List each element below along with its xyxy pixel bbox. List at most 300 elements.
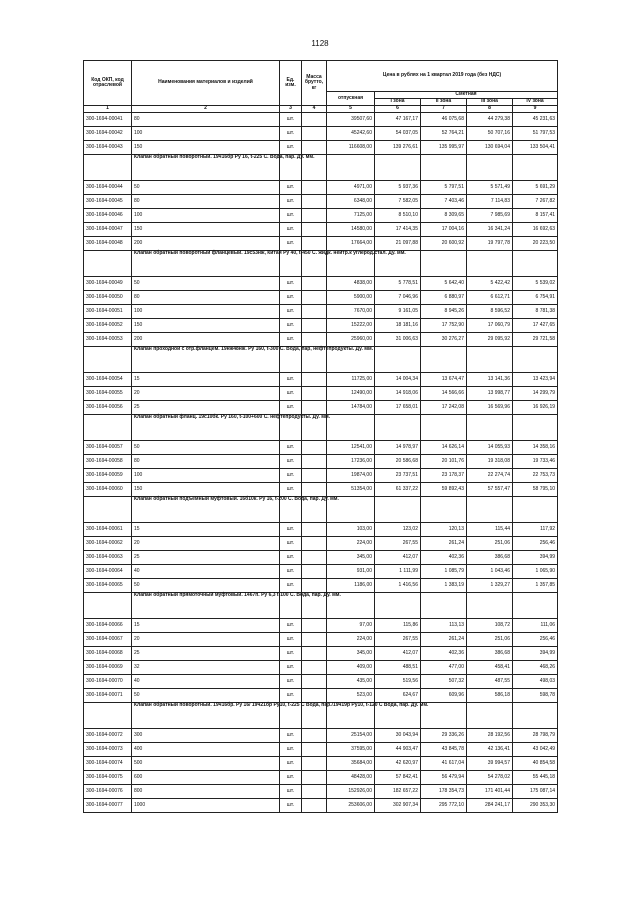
cell-zone-3-price: 7 114,83 (467, 195, 513, 209)
cell-mass (302, 181, 327, 195)
cell-release-price: 409,00 (327, 661, 375, 675)
cell-zone-2-price: 5 797,51 (421, 181, 467, 195)
price-table (83, 60, 558, 813)
table-row (84, 305, 558, 319)
cell-zone-1-price: 624,67 (375, 689, 421, 703)
cell-code: 300-1694-00045 (84, 195, 132, 209)
cell-code: 300-1694-00073 (84, 743, 132, 757)
cell-zone-1-price: 7 582,05 (375, 195, 421, 209)
table-row (84, 757, 558, 771)
cell-zone-3-price: 19 797,78 (467, 237, 513, 251)
cell-zone-3-price: 8 596,52 (467, 305, 513, 319)
table-row (84, 537, 558, 551)
cell-name: 40 (132, 675, 280, 689)
cell-name: 50 (132, 689, 280, 703)
cell-code: 300-1694-00048 (84, 237, 132, 251)
cell-zone-4-price: 29 721,58 (513, 333, 558, 347)
cell-unit: шт. (280, 277, 302, 291)
cell-zone-3-price: 171 401,44 (467, 785, 513, 799)
cell-code: 300-1694-00077 (84, 799, 132, 813)
cell-release-price: 12541,00 (327, 441, 375, 455)
table-row (84, 401, 558, 415)
cell-mass (302, 689, 327, 703)
header-code: Код ОКП, код отраслевой (84, 61, 132, 106)
cell-zone-2-price: 609,96 (421, 689, 467, 703)
cell-unit: шт. (280, 373, 302, 387)
cell-zone-1-price: 412,07 (375, 647, 421, 661)
cell-name: 50 (132, 181, 280, 195)
cell-zone-3-price: 1 043,46 (467, 565, 513, 579)
cell-zone-2-price: 8 945,26 (421, 305, 467, 319)
cell-zone-1-price: 488,51 (375, 661, 421, 675)
cell-name: 15 (132, 619, 280, 633)
cell-zone-1-price: 1 416,56 (375, 579, 421, 593)
cell-name: 100 (132, 305, 280, 319)
cell-zone-2-price: 261,24 (421, 537, 467, 551)
cell-mass (302, 675, 327, 689)
cell-zone-4-price: 16 692,63 (513, 223, 558, 237)
cell-zone-2-price: 43 845,78 (421, 743, 467, 757)
cell-zone-4-price: 175 087,14 (513, 785, 558, 799)
cell-release-price: 35684,00 (327, 757, 375, 771)
cell-code: 300-1694-00055 (84, 387, 132, 401)
cell-code: 300-1694-00072 (84, 729, 132, 743)
cell-release-price: 45242,60 (327, 127, 375, 141)
cell-zone-4-price: 498,03 (513, 675, 558, 689)
cell-zone-3-price: 42 136,41 (467, 743, 513, 757)
cell-zone-1-price: 9 161,05 (375, 305, 421, 319)
group-header-row (84, 347, 558, 373)
header-index: 4 (302, 106, 327, 113)
cell-zone-3-price: 284 241,17 (467, 799, 513, 813)
cell-name: 80 (132, 291, 280, 305)
header-index: 3 (280, 106, 302, 113)
cell-zone-4-price: 598,78 (513, 689, 558, 703)
cell-zone-2-price: 1 085,79 (421, 565, 467, 579)
cell-zone-4-price: 28 798,79 (513, 729, 558, 743)
cell-zone-2-price: 507,32 (421, 675, 467, 689)
cell-code: 300-1694-00063 (84, 551, 132, 565)
empty-cell (375, 497, 421, 523)
cell-release-price: 17664,00 (327, 237, 375, 251)
cell-zone-1-price: 57 842,41 (375, 771, 421, 785)
cell-name: 150 (132, 223, 280, 237)
cell-mass (302, 441, 327, 455)
cell-zone-2-price: 23 178,37 (421, 469, 467, 483)
cell-mass (302, 277, 327, 291)
empty-cell (375, 347, 421, 373)
cell-zone-4-price: 8 781,38 (513, 305, 558, 319)
cell-zone-3-price: 586,18 (467, 689, 513, 703)
cell-code: 300-1694-00052 (84, 319, 132, 333)
cell-zone-3-price: 386,68 (467, 647, 513, 661)
cell-zone-1-price: 14 978,97 (375, 441, 421, 455)
cell-zone-1-price: 115,86 (375, 619, 421, 633)
cell-zone-3-price: 39 994,57 (467, 757, 513, 771)
cell-zone-1-price: 14 918,06 (375, 387, 421, 401)
cell-name: 50 (132, 277, 280, 291)
cell-mass (302, 195, 327, 209)
cell-unit: шт. (280, 469, 302, 483)
cell-zone-2-price: 120,13 (421, 523, 467, 537)
cell-zone-4-price: 117,92 (513, 523, 558, 537)
cell-zone-4-price: 14 299,79 (513, 387, 558, 401)
cell-release-price: 116608,00 (327, 141, 375, 155)
cell-zone-3-price: 108,72 (467, 619, 513, 633)
empty-cell (375, 593, 421, 619)
header-zone-3: III зона (467, 99, 513, 106)
cell-code: 300-1694-00046 (84, 209, 132, 223)
cell-name: 32 (132, 661, 280, 675)
cell-name: 100 (132, 127, 280, 141)
empty-cell (513, 155, 558, 181)
cell-code: 300-1694-00066 (84, 619, 132, 633)
cell-zone-1-price: 21 097,88 (375, 237, 421, 251)
cell-release-price: 39507,60 (327, 113, 375, 127)
cell-release-price: 11725,00 (327, 373, 375, 387)
cell-code: 300-1694-00074 (84, 757, 132, 771)
cell-zone-1-price: 412,07 (375, 551, 421, 565)
cell-mass (302, 401, 327, 415)
group-name: Клапан обратный прямоточный муфтовый. 1467п. Ру 6,3 t-100 С. Вода, пар. Ду. мм. (132, 593, 280, 619)
cell-zone-3-price: 1 329,27 (467, 579, 513, 593)
cell-code: 300-1694-00062 (84, 537, 132, 551)
empty-cell (421, 497, 467, 523)
empty-cell (513, 415, 558, 441)
cell-zone-1-price: 18 181,16 (375, 319, 421, 333)
cell-zone-4-price: 133 504,41 (513, 141, 558, 155)
empty-cell (467, 251, 513, 277)
cell-zone-3-price: 22 274,74 (467, 469, 513, 483)
cell-zone-3-price: 251,06 (467, 537, 513, 551)
empty-cell (513, 347, 558, 373)
cell-unit: шт. (280, 729, 302, 743)
empty-cell (467, 703, 513, 729)
cell-zone-1-price: 42 620,97 (375, 757, 421, 771)
cell-zone-1-price: 139 276,61 (375, 141, 421, 155)
cell-unit: шт. (280, 195, 302, 209)
cell-zone-4-price: 55 445,18 (513, 771, 558, 785)
cell-mass (302, 319, 327, 333)
cell-zone-1-price: 61 337,22 (375, 483, 421, 497)
cell-zone-2-price: 402,36 (421, 647, 467, 661)
cell-mass (302, 799, 327, 813)
cell-code (84, 155, 132, 181)
cell-zone-1-price: 123,02 (375, 523, 421, 537)
cell-mass (302, 757, 327, 771)
cell-release-price: 1186,00 (327, 579, 375, 593)
cell-zone-4-price: 45 231,63 (513, 113, 558, 127)
cell-zone-2-price: 17 752,90 (421, 319, 467, 333)
cell-mass (302, 387, 327, 401)
cell-name: 25 (132, 551, 280, 565)
cell-name: 50 (132, 441, 280, 455)
empty-cell (421, 593, 467, 619)
cell-release-price: 6348,00 (327, 195, 375, 209)
cell-mass (302, 373, 327, 387)
cell-code: 300-1694-00047 (84, 223, 132, 237)
cell-zone-2-price: 135 995,97 (421, 141, 467, 155)
cell-zone-4-price: 5 691,29 (513, 181, 558, 195)
cell-release-price: 25154,00 (327, 729, 375, 743)
group-header-row (84, 703, 558, 729)
cell-unit: шт. (280, 181, 302, 195)
cell-zone-3-price: 50 707,16 (467, 127, 513, 141)
header-price-group: Цена в рублях на 1 квартал 2019 года (без НДС) (327, 61, 558, 92)
cell-unit: шт. (280, 441, 302, 455)
cell-zone-1-price: 17 414,35 (375, 223, 421, 237)
header-name: Наименования материалов и изделий (132, 61, 280, 106)
cell-zone-3-price: 57 557,47 (467, 483, 513, 497)
cell-zone-2-price: 402,36 (421, 551, 467, 565)
group-header-row (84, 155, 558, 181)
cell-name: 100 (132, 469, 280, 483)
cell-mass (302, 237, 327, 251)
cell-name: 150 (132, 141, 280, 155)
cell-code: 300-1694-00069 (84, 661, 132, 675)
cell-code: 300-1694-00071 (84, 689, 132, 703)
table-row (84, 181, 558, 195)
cell-code: 300-1694-00044 (84, 181, 132, 195)
cell-zone-2-price: 1 383,19 (421, 579, 467, 593)
cell-unit: шт. (280, 237, 302, 251)
table-row (84, 523, 558, 537)
cell-zone-4-price: 394,99 (513, 551, 558, 565)
cell-zone-1-price: 17 658,01 (375, 401, 421, 415)
cell-zone-2-price: 14 566,66 (421, 387, 467, 401)
cell-zone-4-price: 51 797,53 (513, 127, 558, 141)
cell-unit: шт. (280, 401, 302, 415)
cell-code: 300-1694-00059 (84, 469, 132, 483)
cell-zone-1-price: 47 167,17 (375, 113, 421, 127)
header-index: 6 (375, 106, 421, 113)
cell-zone-1-price: 7 046,96 (375, 291, 421, 305)
table-row (84, 319, 558, 333)
cell-name: 600 (132, 771, 280, 785)
cell-unit: шт. (280, 305, 302, 319)
table-row (84, 579, 558, 593)
group-name: Клапан обратный поворотный. 19ч16бр Ру 16, t-225 С. Вода, пар. Ду. мм. (132, 155, 280, 181)
cell-name: 300 (132, 729, 280, 743)
header-zone-4: IV зона (513, 99, 558, 106)
empty-cell (513, 593, 558, 619)
cell-unit: шт. (280, 387, 302, 401)
empty-cell (513, 497, 558, 523)
group-name: Клапан обратный подъемный муфтовый. 16б10к. Ру 16, t-200 С. Вода, пар. Ду. мм. (132, 497, 280, 523)
cell-mass (302, 785, 327, 799)
cell-unit: шт. (280, 743, 302, 757)
header-index: 1 (84, 106, 132, 113)
cell-zone-2-price: 6 880,97 (421, 291, 467, 305)
cell-code: 300-1694-00057 (84, 441, 132, 455)
table-row (84, 113, 558, 127)
cell-zone-2-price: 477,00 (421, 661, 467, 675)
cell-mass (302, 565, 327, 579)
cell-zone-1-price: 30 043,94 (375, 729, 421, 743)
cell-name: 100 (132, 209, 280, 223)
cell-release-price: 14784,00 (327, 401, 375, 415)
table-row (84, 483, 558, 497)
group-header-row (84, 251, 558, 277)
cell-mass (302, 661, 327, 675)
table-row (84, 277, 558, 291)
cell-zone-3-price: 16 569,96 (467, 401, 513, 415)
cell-name: 20 (132, 633, 280, 647)
table-row (84, 291, 558, 305)
cell-unit: шт. (280, 209, 302, 223)
group-header-row (84, 415, 558, 441)
cell-unit: шт. (280, 333, 302, 347)
group-name: Клапан обратный поворотный фланцевый. 19с53нж, Китай Ру 40, t-450 С. жидк. нейтр.к углерод.стал. Ду. мм. (132, 251, 280, 277)
cell-zone-4-price: 394,99 (513, 647, 558, 661)
cell-release-price: 97,00 (327, 619, 375, 633)
cell-name: 20 (132, 537, 280, 551)
cell-code: 300-1694-00049 (84, 277, 132, 291)
cell-zone-4-price: 6 754,91 (513, 291, 558, 305)
cell-zone-4-price: 14 358,16 (513, 441, 558, 455)
cell-code: 300-1694-00042 (84, 127, 132, 141)
table-row (84, 689, 558, 703)
cell-unit: шт. (280, 799, 302, 813)
cell-zone-3-price: 6 612,71 (467, 291, 513, 305)
cell-release-price: 25960,00 (327, 333, 375, 347)
cell-code: 300-1694-00061 (84, 523, 132, 537)
cell-name: 15 (132, 523, 280, 537)
header-index-row (84, 106, 558, 113)
header-zone-1: I зона (375, 99, 421, 106)
cell-release-price: 4838,00 (327, 277, 375, 291)
cell-release-price: 931,00 (327, 565, 375, 579)
table-row (84, 633, 558, 647)
cell-unit: шт. (280, 319, 302, 333)
cell-zone-1-price: 20 586,68 (375, 455, 421, 469)
empty-cell (327, 155, 375, 181)
cell-name: 20 (132, 387, 280, 401)
cell-zone-1-price: 267,55 (375, 633, 421, 647)
cell-code (84, 251, 132, 277)
cell-code: 300-1694-00050 (84, 291, 132, 305)
cell-release-price: 51354,00 (327, 483, 375, 497)
cell-name: 800 (132, 785, 280, 799)
empty-cell (375, 155, 421, 181)
table-row (84, 743, 558, 757)
cell-zone-4-price: 17 427,65 (513, 319, 558, 333)
cell-zone-3-price: 5 422,42 (467, 277, 513, 291)
cell-zone-1-price: 54 037,05 (375, 127, 421, 141)
cell-zone-1-price: 44 903,47 (375, 743, 421, 757)
cell-zone-1-price: 182 657,22 (375, 785, 421, 799)
cell-mass (302, 743, 327, 757)
header-unit: Ед. изм. (280, 61, 302, 106)
cell-code: 300-1694-00068 (84, 647, 132, 661)
cell-code: 300-1694-00043 (84, 141, 132, 155)
cell-zone-3-price: 458,41 (467, 661, 513, 675)
cell-unit: шт. (280, 675, 302, 689)
cell-zone-4-price: 43 042,49 (513, 743, 558, 757)
cell-zone-2-price: 46 075,68 (421, 113, 467, 127)
cell-zone-2-price: 295 772,10 (421, 799, 467, 813)
cell-zone-1-price: 5 778,51 (375, 277, 421, 291)
cell-zone-3-price: 7 985,69 (467, 209, 513, 223)
cell-zone-2-price: 8 309,65 (421, 209, 467, 223)
cell-zone-4-price: 1 357,85 (513, 579, 558, 593)
cell-code: 300-1694-00051 (84, 305, 132, 319)
cell-release-price: 19874,00 (327, 469, 375, 483)
cell-code: 300-1694-00065 (84, 579, 132, 593)
cell-unit: шт. (280, 689, 302, 703)
cell-name: 150 (132, 319, 280, 333)
empty-cell (421, 415, 467, 441)
table-row (84, 441, 558, 455)
cell-zone-3-price: 13 998,77 (467, 387, 513, 401)
cell-name: 1000 (132, 799, 280, 813)
table-row (84, 387, 558, 401)
cell-zone-2-price: 7 403,46 (421, 195, 467, 209)
cell-mass (302, 141, 327, 155)
cell-zone-4-price: 8 157,41 (513, 209, 558, 223)
cell-release-price: 103,00 (327, 523, 375, 537)
cell-zone-1-price: 1 111,99 (375, 565, 421, 579)
header-index: 2 (132, 106, 280, 113)
cell-release-price: 37595,00 (327, 743, 375, 757)
cell-zone-2-price: 178 354,73 (421, 785, 467, 799)
cell-zone-4-price: 13 423,94 (513, 373, 558, 387)
empty-cell (467, 497, 513, 523)
table-row (84, 237, 558, 251)
cell-unit: шт. (280, 291, 302, 305)
cell-code: 300-1694-00064 (84, 565, 132, 579)
cell-zone-3-price: 5 571,49 (467, 181, 513, 195)
cell-unit: шт. (280, 483, 302, 497)
cell-code: 300-1694-00058 (84, 455, 132, 469)
header-zone-2: II зона (421, 99, 467, 106)
cell-name: 400 (132, 743, 280, 757)
table-row (84, 455, 558, 469)
header-index: 9 (513, 106, 558, 113)
cell-mass (302, 333, 327, 347)
cell-code: 300-1694-00053 (84, 333, 132, 347)
cell-release-price: 224,00 (327, 537, 375, 551)
group-name: Клапан проходной с отр.фланцем. 19нж48нж. Ру 160, t-300 С. Вода, пар, нефтепродукты. Ду. мм. (132, 347, 280, 373)
cell-zone-1-price: 23 737,51 (375, 469, 421, 483)
cell-mass (302, 729, 327, 743)
cell-zone-3-price: 16 341,24 (467, 223, 513, 237)
cell-zone-4-price: 256,46 (513, 633, 558, 647)
cell-name: 25 (132, 401, 280, 415)
cell-zone-2-price: 17 242,08 (421, 401, 467, 415)
cell-code (84, 703, 132, 729)
cell-zone-3-price: 19 318,08 (467, 455, 513, 469)
table-row (84, 223, 558, 237)
cell-release-price: 17236,00 (327, 455, 375, 469)
cell-unit: шт. (280, 619, 302, 633)
table-row (84, 565, 558, 579)
cell-zone-3-price: 28 192,56 (467, 729, 513, 743)
cell-code: 300-1694-00070 (84, 675, 132, 689)
header-estimate: Сметная (375, 92, 558, 99)
cell-unit: шт. (280, 757, 302, 771)
table-row (84, 127, 558, 141)
cell-unit: шт. (280, 771, 302, 785)
cell-name: 80 (132, 195, 280, 209)
group-name: Клапан обратный поворотный. 19ч16бр. Ру 16/ 19ч21бр Ру10, t-225 С Вода, пар./19ч19р Ру10, t-120 С Вода, пар. Ду. мм. (132, 703, 280, 729)
cell-name: 40 (132, 565, 280, 579)
cell-zone-2-price: 113,13 (421, 619, 467, 633)
cell-mass (302, 113, 327, 127)
table-row (84, 647, 558, 661)
cell-release-price: 4971,00 (327, 181, 375, 195)
cell-name: 15 (132, 373, 280, 387)
